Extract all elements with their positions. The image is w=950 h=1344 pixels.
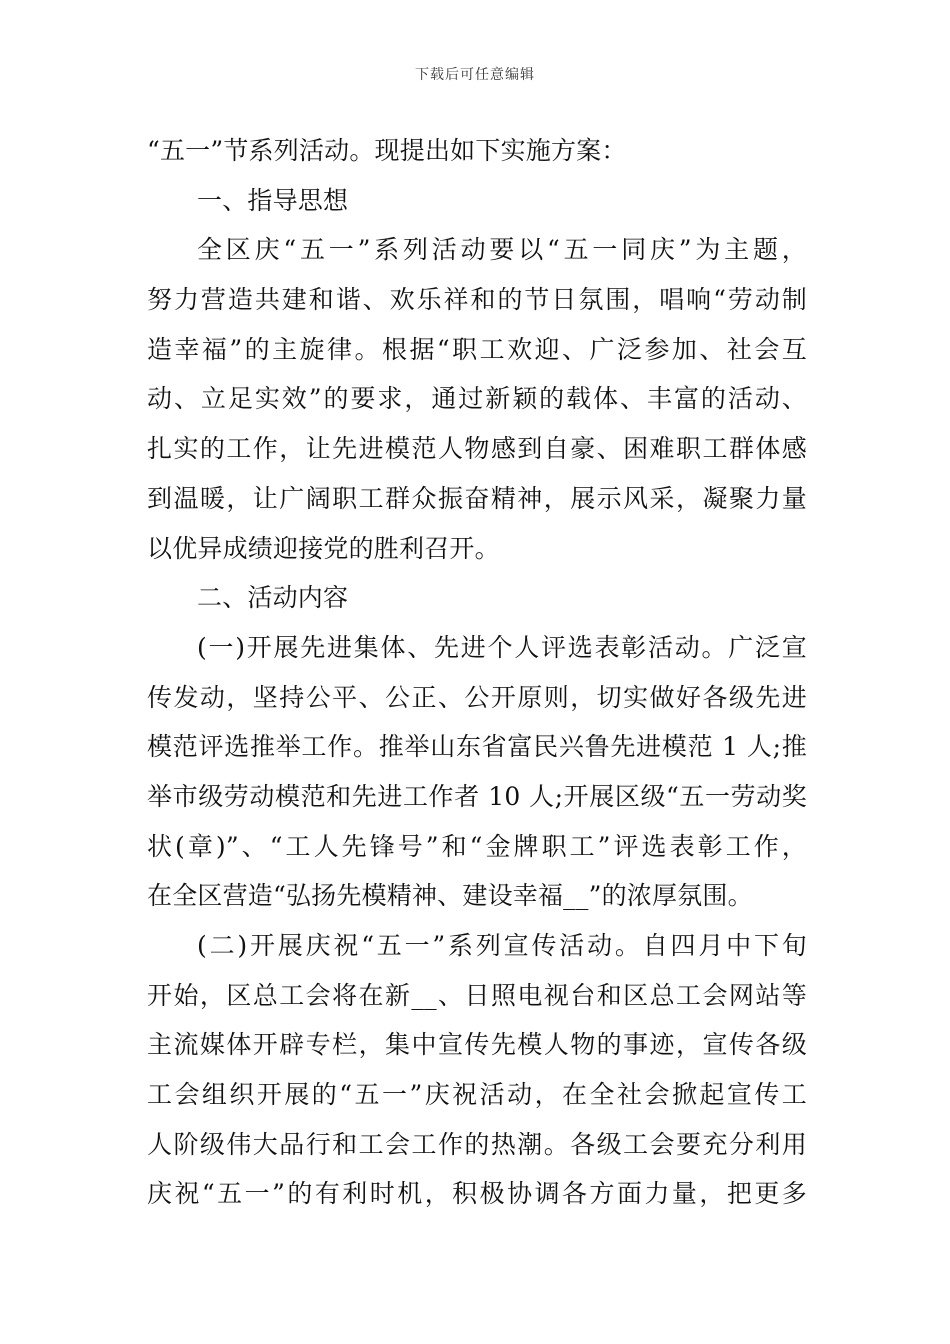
document-body	[147, 126, 807, 1219]
text-line: 模范评选推举工作。推举山东省富民兴鲁先进模范 1 人;推	[147, 732, 807, 762]
text-line: 造幸福”的主旋律。根据“职工欢迎、广泛参加、社会互	[147, 334, 807, 364]
text-line: 主流媒体开辟专栏，集中宣传先模人物的事迹，宣传各级	[147, 1030, 807, 1060]
text-line: 状(章)”、“工人先锋号”和“金牌职工”评选表彰工作，	[147, 831, 807, 861]
text-line: 努力营造共建和谐、欢乐祥和的节日氛围，唱响“劳动制	[147, 285, 807, 315]
text-line: 到温暖，让广阔职工群众振奋精神，展示风采，凝聚力量	[147, 483, 807, 513]
section-heading: 二、活动内容	[197, 583, 349, 613]
text-line: 以优异成绩迎接党的胜利召开。	[147, 533, 500, 563]
text-line: 传发动，坚持公平、公正、公开原则，切实做好各级先进	[147, 682, 807, 712]
text-line: 在全区营造“弘扬先模精神、建设幸福__”的浓厚氛围。	[147, 881, 753, 911]
text-line: 动、立足实效”的要求，通过新颖的载体、丰富的活动、	[147, 384, 807, 414]
text-line: 全区庆“五一”系列活动要以“五一同庆”为主题，	[197, 235, 807, 265]
text-line: 举市级劳动模范和先进工作者 10 人;开展区级“五一劳动奖	[147, 781, 807, 811]
text-line: 工会组织开展的“五一”庆祝活动，在全社会掀起宣传工	[147, 1080, 807, 1110]
text-line: 人阶级伟大品行和工会工作的热潮。各级工会要充分利用	[147, 1129, 807, 1159]
text-line: (二)开展庆祝“五一”系列宣传活动。自四月中下旬	[197, 931, 807, 960]
text-line: 开始，区总工会将在新__、日照电视台和区总工会网站等	[147, 980, 807, 1010]
text-line: (一)开展先进集体、先进个人评选表彰活动。广泛宣	[197, 632, 807, 662]
text-line: 庆祝“五一”的有利时机，积极协调各方面力量，把更多	[147, 1179, 807, 1209]
section-heading: 一、指导思想	[197, 185, 349, 215]
page-header-note: 下载后可任意编辑	[415, 67, 535, 83]
text-line: “五一”节系列活动。现提出如下实施方案：	[147, 136, 627, 165]
text-line: 扎实的工作，让先进模范人物感到自豪、困难职工群体感	[147, 434, 807, 464]
